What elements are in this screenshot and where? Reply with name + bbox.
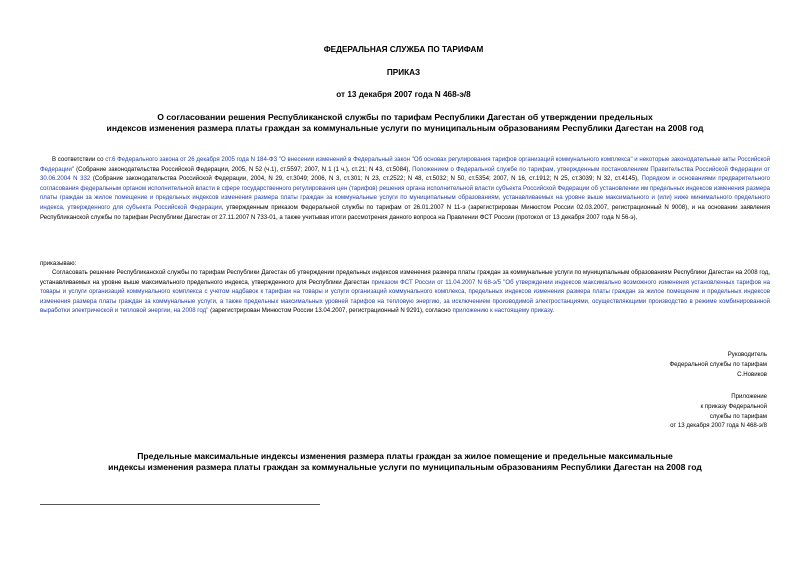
body-text-3: . xyxy=(552,307,554,315)
regulation-fst-link[interactable]: Положением о Федеральной службе по тарифам, утвержденным постановлением Правительства Российской Федерации от 30.06.2004 N 332 xyxy=(40,165,770,183)
body-text-1: Согласовать решение Республиканской службы по тарифам Республики Дагестан об утверждении предельных индексов изменения размера платы граждан за коммунальные услуги по муниципальным образованиям Республики Дагестан на 2008 год, устанавливаемых на уровне выше максимального предельного индекса, утвержденного для Республики Дагестан xyxy=(40,269,770,286)
document-title xyxy=(60,112,750,134)
signature-block xyxy=(670,350,768,379)
signature-name: С.Новиков xyxy=(737,370,767,378)
appendix-title xyxy=(60,451,750,473)
appendix-line-2: к приказу Федеральной xyxy=(700,402,767,410)
appendix-line-4: от 13 декабря 2007 года N 468-э/8 xyxy=(670,422,767,430)
appendix-link[interactable]: приложению к настоящему приказу xyxy=(452,307,553,315)
body-text-2: (зарегистрирован Минюстом России 13.04.2007, регистрационный N 9291), согласно xyxy=(208,307,453,315)
appendix-header xyxy=(670,392,767,431)
appendix-line-3: службы по тарифам xyxy=(709,412,767,420)
order-word: приказываю: xyxy=(40,260,77,267)
appendix-title-line-2: индексы изменения размера платы граждан за коммунальные услуги по муниципальным образованиям Республики Дагестан на 2008 год xyxy=(108,462,702,472)
title-line-2: индексов изменения размера платы граждан за коммунальные услуги по муниципальным образованиям Республики Дагестан на 2008 год xyxy=(106,123,704,133)
procedure-link[interactable]: Порядком и основаниями предварительного согласования федеральным органом исполнительной власти в сфере государственного регулирования цен (тарифов) решения органа исполнительной власти субъекта Российской Федерации об установлении им предельных индексов изменения размера платы граждан за жилое помещение и предельных индексов изменения размера платы граждан за коммунальные услуги по муниципальным образованиям, устанавливаемых на уровне выше максимального и (или) ниже минимального предельного индекса, утвержденного для субъекта Российской Федерации xyxy=(40,175,771,211)
signature-position: Руководитель xyxy=(727,351,767,358)
preamble-paragraph xyxy=(40,155,770,222)
preamble-text-3: (Собрание законодательства Российской Федерации, 2004, N 29, ст.3049; 2006, N 3, ст.301; N 23, ст.2522; N 48, ст.5032; N 50, ст.5354; 2007, N 16, ст.1912; N 25, ст.3039; N 32, ст.4145), xyxy=(90,175,642,183)
appendix-line-1: Приложение xyxy=(731,393,767,400)
appendix-title-line-1: Предельные максимальные индексы изменения размера платы граждан за жилое помещение и предельные максимальные xyxy=(137,451,673,461)
order-fst-68-link[interactable]: приказом ФСТ России от 11.04.2007 N 68-э/5 "Об утверждении индексов максимально возможного изменения установленных тарифов на товары и услуги организаций коммунального комплекса с учетом надбавок к тарифам на товары и услуги организаций коммунального комплекса, предельных индексов изменения размера платы граждан за жилое помещение и предельных индексов изменения размера платы граждан за коммунальные услуги, а также предельных максимальных уровней тарифов на тепловую энергию, за исключением производимой электростанциями, осуществляющими производство в режиме комбинированной выработки электрической и тепловой энергии, на 2008 год" xyxy=(40,278,770,315)
signature-agency: Федеральной службы по тарифам xyxy=(669,360,767,368)
footnote-divider xyxy=(40,504,320,505)
agency-name: ФЕДЕРАЛЬНАЯ СЛУЖБА ПО ТАРИФАМ xyxy=(323,45,484,54)
doc-date-number: от 13 декабря 2007 года N 468-э/8 xyxy=(336,90,471,99)
law-184-fz-link[interactable]: ст.6 Федерального закона от 26 декабря 2005 года N 184-ФЗ "О внесении изменений в Федеральный закон "Об основах регулирования тарифов организаций коммунального комплекса" и некоторые законодательные акты Российской Федерации" xyxy=(40,156,770,173)
doc-type: ПРИКАЗ xyxy=(386,68,421,77)
preamble-text-2: (Собрание законодательства Российской Федерации, 2005, N 52 (ч.1), ст.5597; 2007, N 1 (1 ч.), ст.21; N 43, ст.5084), xyxy=(74,165,413,173)
preamble-text-4: , утвержденным приказом Федеральной службы по тарифам от 26.01.2007 N 11-э (зарегистрирован Минюстом России 02.03.2007, регистрационный N 9008), и на основании заявления Республиканской службы по тарифам Республики Дагестан от 27.11.2007 N 733-01, а также учитывая итоги рассмотрения данного вопроса на Правлении ФСТ России (протокол от 13 декабря 2007 года N 56-э), xyxy=(40,203,771,221)
title-line-1: О согласовании решения Республиканской службы по тарифам Республики Дагестан об утверждении предельных xyxy=(157,112,653,122)
order-body-paragraph xyxy=(40,268,770,316)
preamble-text-1: В соответствии со xyxy=(52,156,106,163)
